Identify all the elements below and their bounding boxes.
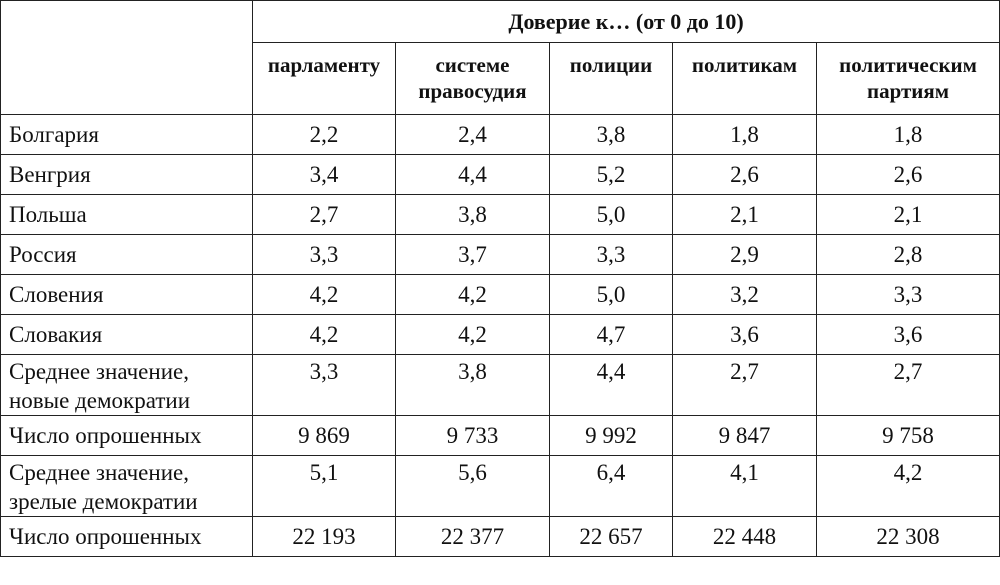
column-header: полиции [550, 43, 673, 115]
table-cell: 2,1 [673, 195, 817, 235]
table-cell: 4,4 [396, 155, 550, 195]
table-cell: 22 308 [817, 517, 1000, 557]
table-cell: 3,8 [550, 115, 673, 155]
table-cell: 3,3 [253, 355, 396, 416]
table-row [1, 456, 1000, 517]
row-label: Словения [1, 275, 253, 315]
table-cell: 5,6 [396, 456, 550, 517]
row-label: Среднее значение, зрелые демократии [1, 456, 253, 517]
row-label: Число опрошенных [1, 517, 253, 557]
table-cell: 4,2 [396, 275, 550, 315]
column-header: парламенту [253, 43, 396, 115]
table-cell: 6,4 [550, 456, 673, 517]
table-cell: 5,0 [550, 275, 673, 315]
table-cell: 4,7 [550, 315, 673, 355]
group-header: Доверие к… (от 0 до 10) [253, 1, 1000, 43]
table-row [1, 235, 1000, 275]
column-header: системе правосудия [396, 43, 550, 115]
table-cell: 3,3 [253, 235, 396, 275]
table-cell: 3,3 [817, 275, 1000, 315]
column-header: политикам [673, 43, 817, 115]
table-row [1, 195, 1000, 235]
table-cell: 22 448 [673, 517, 817, 557]
table-cell: 4,4 [550, 355, 673, 416]
table-cell: 2,8 [817, 235, 1000, 275]
row-label: Россия [1, 235, 253, 275]
table-cell: 22 377 [396, 517, 550, 557]
table-cell: 2,7 [673, 355, 817, 416]
table-cell: 3,2 [673, 275, 817, 315]
table-cell: 2,6 [673, 155, 817, 195]
table-cell: 2,7 [253, 195, 396, 235]
table-row [1, 517, 1000, 557]
table-row [1, 115, 1000, 155]
column-header: политическим партиям [817, 43, 1000, 115]
header-row-group [1, 1, 1000, 43]
table-cell: 2,7 [817, 355, 1000, 416]
row-label: Польша [1, 195, 253, 235]
table-cell: 4,2 [253, 315, 396, 355]
row-label: Словакия [1, 315, 253, 355]
table-row [1, 315, 1000, 355]
table-cell: 3,4 [253, 155, 396, 195]
table-cell: 9 758 [817, 416, 1000, 456]
table-cell: 4,2 [396, 315, 550, 355]
table-cell: 9 869 [253, 416, 396, 456]
row-label: Венгрия [1, 155, 253, 195]
corner-cell [1, 1, 253, 115]
table-cell: 4,2 [817, 456, 1000, 517]
table-cell: 9 992 [550, 416, 673, 456]
row-label: Болгария [1, 115, 253, 155]
row-label: Среднее значение, новые демократии [1, 355, 253, 416]
table-row [1, 155, 1000, 195]
table-cell: 2,9 [673, 235, 817, 275]
table-row [1, 355, 1000, 416]
table-cell: 22 193 [253, 517, 396, 557]
table-cell: 2,2 [253, 115, 396, 155]
table-cell: 3,8 [396, 195, 550, 235]
table-cell: 3,6 [817, 315, 1000, 355]
table-cell: 2,4 [396, 115, 550, 155]
table-row [1, 416, 1000, 456]
table-cell: 5,1 [253, 456, 396, 517]
table-cell: 2,6 [817, 155, 1000, 195]
table-cell: 1,8 [817, 115, 1000, 155]
table-cell: 4,1 [673, 456, 817, 517]
table-cell: 2,1 [817, 195, 1000, 235]
row-label: Число опрошенных [1, 416, 253, 456]
table-cell: 9 847 [673, 416, 817, 456]
table-cell: 3,7 [396, 235, 550, 275]
table-cell: 5,2 [550, 155, 673, 195]
table-cell: 3,6 [673, 315, 817, 355]
table-cell: 1,8 [673, 115, 817, 155]
table-cell: 4,2 [253, 275, 396, 315]
table-cell: 3,3 [550, 235, 673, 275]
table-cell: 3,8 [396, 355, 550, 416]
table-row [1, 275, 1000, 315]
table-cell: 5,0 [550, 195, 673, 235]
table-cell: 9 733 [396, 416, 550, 456]
table-cell: 22 657 [550, 517, 673, 557]
